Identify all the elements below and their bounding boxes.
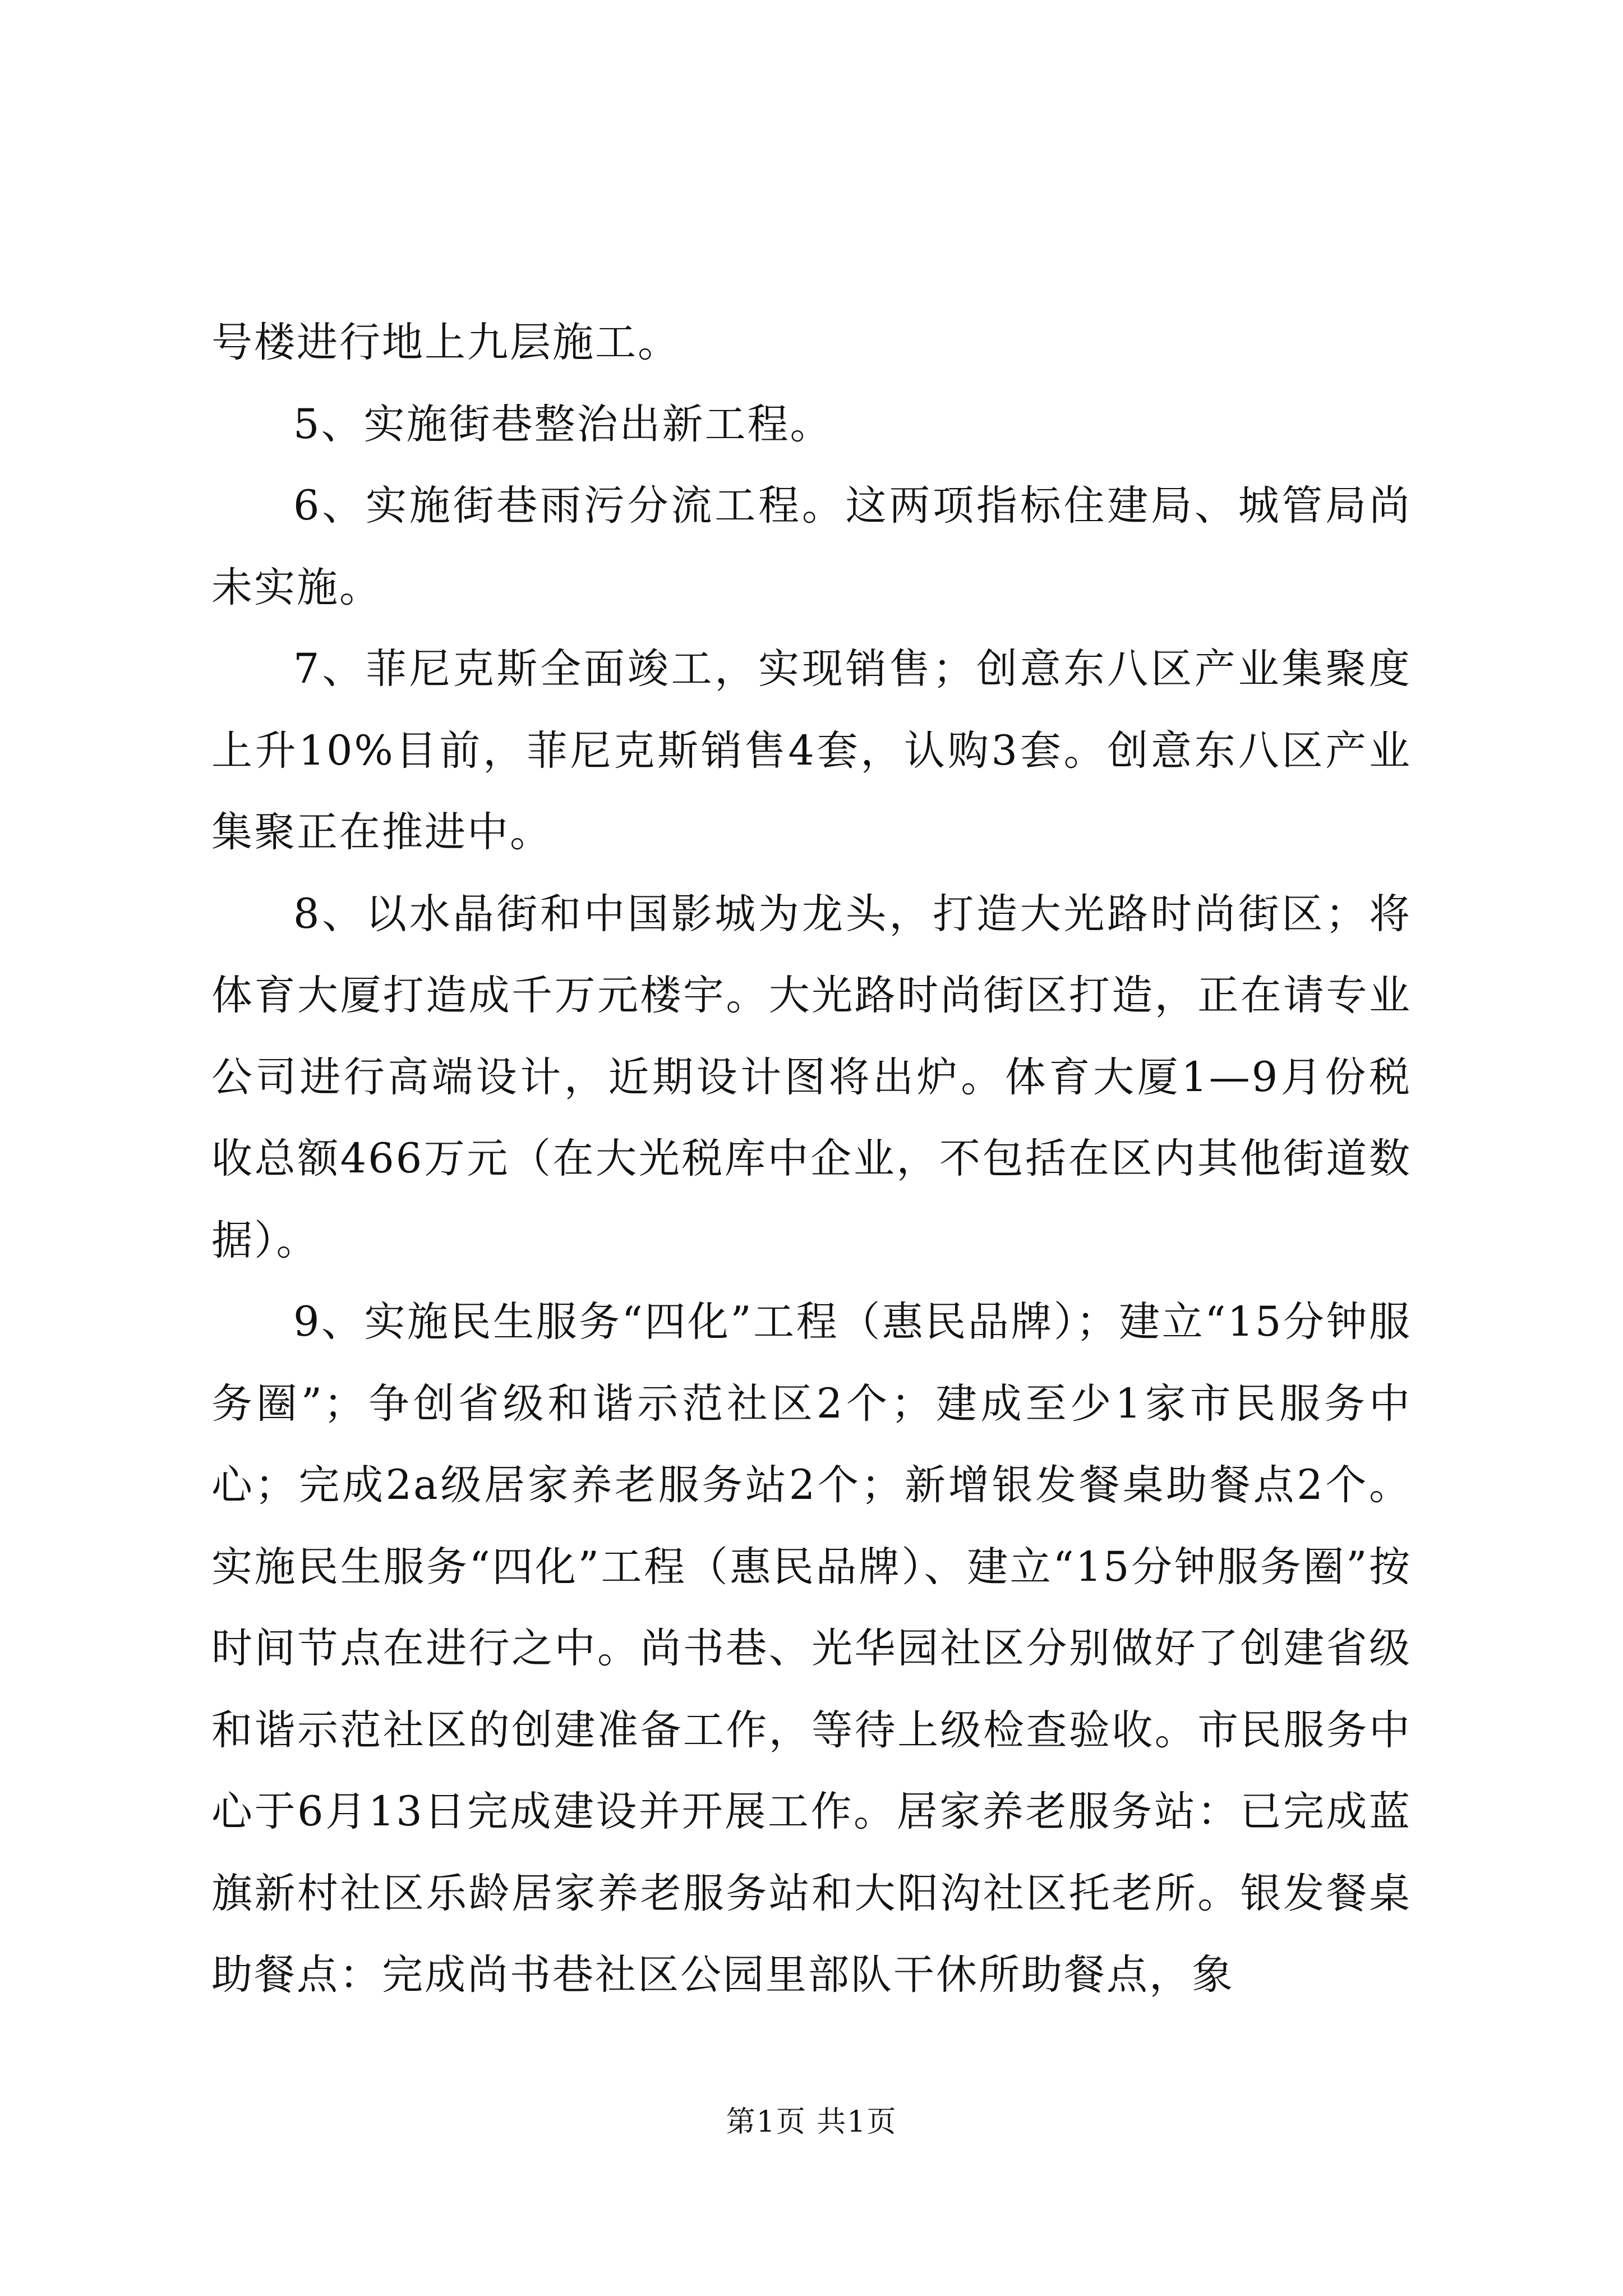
paragraph-6: 9、实施民生服务“四化”工程（惠民品牌）；建立“15分钟服务圈”；争创省级和谐示范社区2个；建成至少1家市民服务中心；完成2a级居家养老服务站2个；新增银发餐桌助餐点2个。实施民生服务“四化”工程（惠民品牌）、建立“15分钟服务圈”按时间节点在进行之中。尚书巷、光华园社区分别做好了创建省级和谐示范社区的创建准备工作，等待上级检查验收。市民服务中心于6月13日完成建设并开展工作。居家养老服务站：已完成蓝旗新村社区乐龄居家养老服务站和大阳沟社区托老所。银发餐桌助餐点：完成尚书巷社区公园里部队干休所助餐点，象 bbox=[211, 1298, 1412, 1999]
document-body bbox=[211, 302, 1412, 2016]
paragraph-4: 7、菲尼克斯全面竣工，实现销售；创意东八区产业集聚度上升10%目前，菲尼克斯销售4套，认购3套。创意东八区产业集聚正在推进中。 bbox=[211, 645, 1412, 856]
paragraph-5: 8、以水晶街和中国影城为龙头，打造大光路时尚街区；将体育大厦打造成千万元楼宇。大光路时尚街区打造，正在请专业公司进行高端设计，近期设计图将出炉。体育大厦1—9月份税收总额466万元（在大光税库中企业，不包括在区内其他街道数据）。 bbox=[211, 890, 1412, 1264]
paragraph-3: 6、实施街巷雨污分流工程。这两项指标住建局、城管局尚未实施。 bbox=[211, 482, 1412, 611]
paragraph-2: 5、实施街巷整治出新工程。 bbox=[293, 400, 833, 448]
paragraph-1: 号楼进行地上九层施工。 bbox=[211, 319, 680, 366]
page-footer: 第1页 共1页 bbox=[726, 2105, 897, 2139]
